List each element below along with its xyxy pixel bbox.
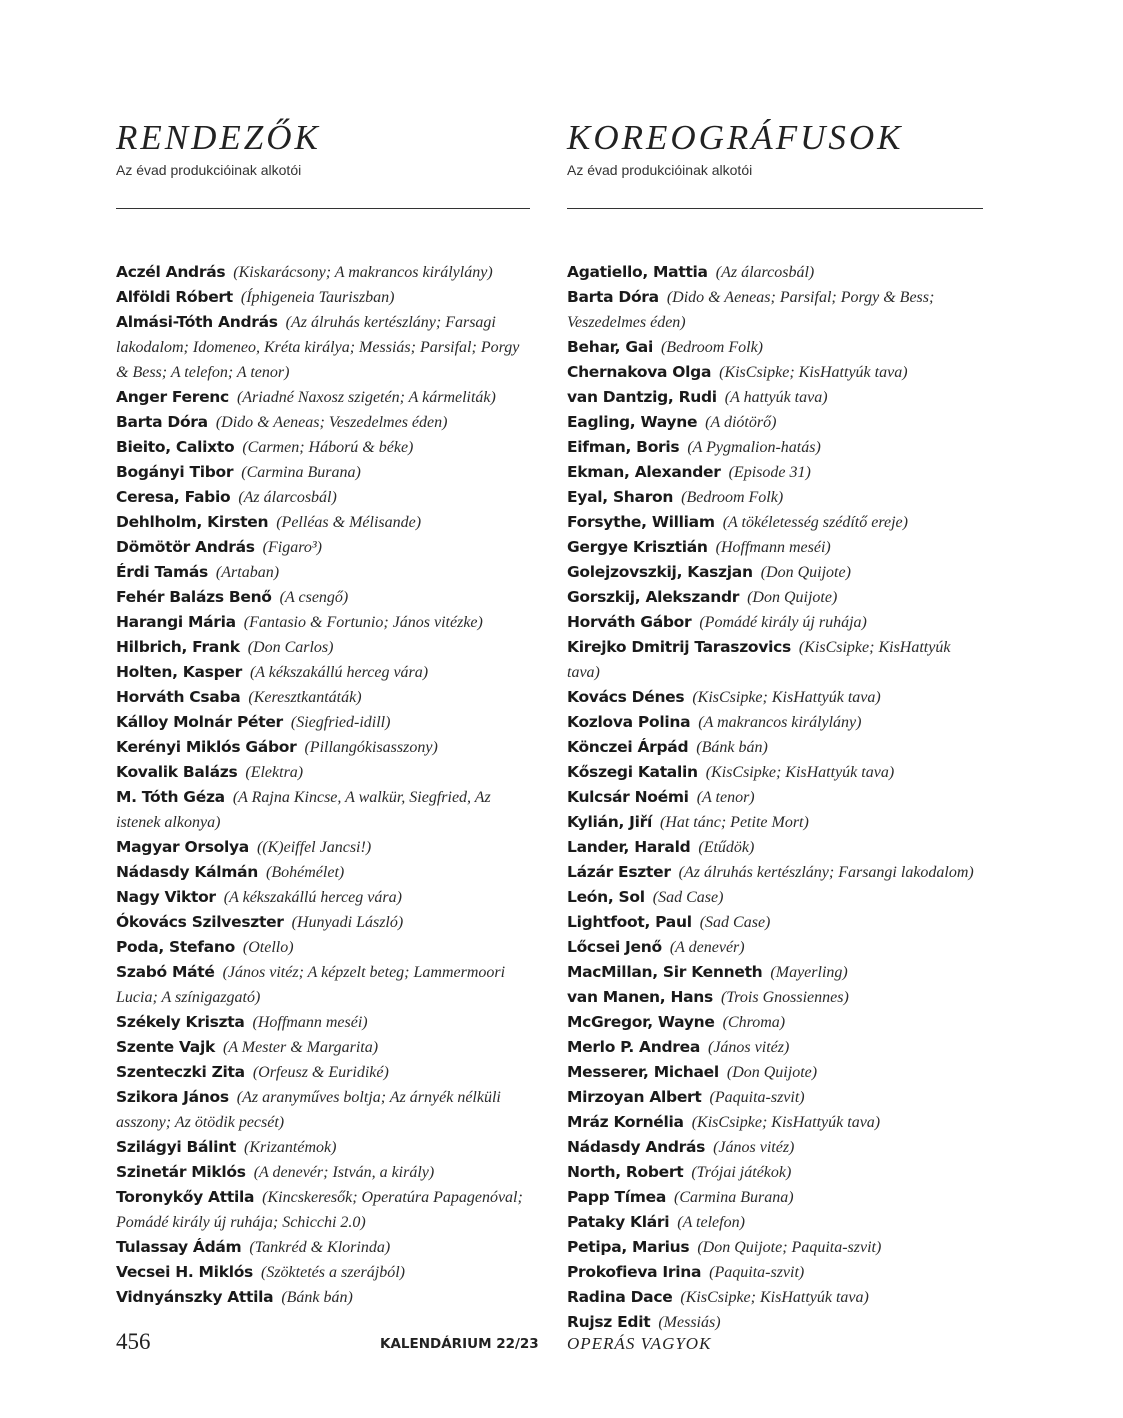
production-list: (Sad Case) [699,914,771,931]
production-list: (A telefon) [677,1214,745,1231]
list-item [116,1235,530,1260]
person-name: Holten, Kasper [116,663,242,681]
list-item [567,685,983,710]
person-name: Kylián, Jiří [567,813,652,831]
list-item [116,285,530,310]
production-list: (Pomádé király új ruhája) [699,614,867,631]
list-item [567,710,983,735]
production-list: (A kékszakállú herceg vára) [223,889,402,906]
list-item [567,760,983,785]
list-item [567,510,983,535]
person-name: van Manen, Hans [567,988,713,1006]
production-list: (Otello) [242,939,294,956]
list-item [116,385,530,410]
list-item [116,785,530,835]
list-item [567,635,983,685]
person-name: Mirzoyan Albert [567,1088,702,1106]
production-list: (Pelléas & Mélisande) [276,514,422,531]
person-name: Ceresa, Fabio [116,488,231,506]
production-list: (János vitéz; A képzelt beteg; Lammermoori Lucia; A színigazgató) [116,964,506,1006]
production-list: (Bohémélet) [266,864,345,881]
person-name: Érdi Tamás [116,563,208,581]
list-item [567,910,983,935]
choreographers-column [567,118,983,1335]
list-item [116,510,530,535]
list-item [567,535,983,560]
production-list: (Az álruhás kertészlány; Farsagi lakodalom; Idomeneo, Kréta királya; Messiás; Parsifal; Porgy & Bess; A telefon; A tenor) [116,314,520,381]
production-list: (Keresztkantáták) [248,689,362,706]
list-item [567,1110,983,1135]
person-name: Szikora János [116,1088,229,1106]
list-item [567,560,983,585]
production-list: (Etűdök) [698,839,755,856]
list-item [116,1010,530,1035]
person-name: Lőcsei Jenő [567,938,662,956]
list-item [116,1135,530,1160]
production-list: (KisCsipke; KisHattyúk tava) [680,1289,869,1306]
person-name: Kozlova Polina [567,713,691,731]
list-item [567,410,983,435]
production-list: (Bedroom Folk) [660,339,764,356]
list-item [116,935,530,960]
list-item [116,710,530,735]
person-name: Gergye Krisztián [567,538,708,556]
person-name: Könczei Árpád [567,738,689,756]
list-item [567,1260,983,1285]
directors-column [116,118,530,1310]
person-name: Nagy Viktor [116,888,216,906]
person-name: Chernakova Olga [567,363,712,381]
production-list: (Messiás) [658,1314,721,1331]
production-list: (Kiskarácsony; A makrancos királylány) [233,264,493,281]
production-list: (Az álarcosbál) [715,264,815,281]
list-item [567,435,983,460]
production-list: (János vitéz) [713,1139,795,1156]
person-name: Eyal, Sharon [567,488,674,506]
production-list: (Hoffmann meséi) [715,539,831,556]
person-name: MacMillan, Sir Kenneth [567,963,763,981]
production-list: (Trójai játékok) [691,1164,792,1181]
section-title: OPERÁS VAGYOK [567,1334,712,1353]
list-item [116,1035,530,1060]
list-item [116,960,530,1010]
production-list: (Kincskeresők; Operatúra Papagenóval; Pomádé király új ruhája; Schicchi 2.0) [116,1189,523,1231]
person-name: Alföldi Róbert [116,288,233,306]
list-item [567,385,983,410]
list-item [116,435,530,460]
production-list: (Episode 31) [728,464,811,481]
choreographers-divider [567,208,983,209]
production-list: (Trois Gnossiennes) [720,989,849,1006]
list-item [567,610,983,635]
list-item [567,1010,983,1035]
person-name: Harangi Mária [116,613,236,631]
production-list: (Chroma) [722,1014,786,1031]
list-item [116,610,530,635]
production-list: (Bánk bán) [281,1289,353,1306]
person-name: M. Tóth Géza [116,788,225,806]
list-item [116,885,530,910]
person-name: Pataky Klári [567,1213,670,1231]
person-name: Gorszkij, Alekszandr [567,588,740,606]
list-item [116,560,530,585]
list-item [116,1160,530,1185]
person-name: Bogányi Tibor [116,463,234,481]
directors-heading: RENDEZŐK [116,118,321,157]
list-item [567,935,983,960]
production-list: (Don Quijote; Paquita-szvit) [697,1239,882,1256]
production-list: (Bedroom Folk) [681,489,784,506]
production-list: (Siegfried-idill) [290,714,391,731]
list-item [116,910,530,935]
list-item [567,260,983,285]
person-name: Barta Dóra [567,288,659,306]
person-name: Papp Tímea [567,1188,666,1206]
list-item [567,835,983,860]
person-name: Barta Dóra [116,413,208,431]
list-item [567,985,983,1010]
production-list: (Orfeusz & Euridiké) [252,1064,389,1081]
list-item [567,785,983,810]
list-item [116,660,530,685]
production-list: (Pillangókisasszony) [304,739,438,756]
list-item [116,760,530,785]
person-name: Rujsz Edit [567,1313,651,1331]
person-name: van Dantzig, Rudi [567,388,717,406]
person-name: North, Robert [567,1163,684,1181]
list-item [567,1160,983,1185]
production-list: (Krizantémok) [244,1139,337,1156]
production-list: (A Mester & Margarita) [222,1039,379,1056]
production-list: (Az álruhás kertészlány; Farsangi lakodalom) [678,864,974,881]
list-item [567,810,983,835]
list-item [567,1285,983,1310]
production-list: (Carmina Burana) [241,464,361,481]
list-item [116,460,530,485]
person-name: Forsythe, William [567,513,715,531]
list-item [116,1060,530,1085]
production-list: (Tankréd & Klorinda) [249,1239,391,1256]
production-list: (Szöktetés a szerájból) [261,1264,405,1281]
person-name: Bieito, Calixto [116,438,235,456]
list-item [567,860,983,885]
list-item [116,485,530,510]
list-item [567,485,983,510]
person-name: Kulcsár Noémi [567,788,689,806]
production-list: (A diótörő) [705,414,777,431]
list-item [116,410,530,435]
person-name: Szilágyi Bálint [116,1138,237,1156]
list-item [567,1035,983,1060]
production-list: (Hunyadi László) [291,914,404,931]
person-name: Petipa, Marius [567,1238,690,1256]
production-list: (A makrancos királylány) [698,714,862,731]
list-item [567,1235,983,1260]
list-item [567,285,983,335]
production-list: (Dido & Aeneas; Parsifal; Porgy & Bess; Veszedelmes éden) [567,289,935,331]
production-list: (Az aranyműves boltja; Az árnyék nélküli asszony; Az ötödik pecsét) [116,1089,501,1131]
person-name: Eifman, Boris [567,438,680,456]
production-list: (Bánk bán) [696,739,768,756]
person-name: Szenteczki Zita [116,1063,245,1081]
production-list: (A Pygmalion-hatás) [687,439,821,456]
production-list: (Don Quijote) [747,589,838,606]
production-list: (Elektra) [245,764,304,781]
person-name: Kerényi Miklós Gábor [116,738,297,756]
person-name: Messerer, Michael [567,1063,719,1081]
production-list: (KisCsipke; KisHattyúk tava) [719,364,908,381]
production-list: (A denevér) [669,939,745,956]
person-name: Szinetár Miklós [116,1163,246,1181]
person-name: Almási-Tóth András [116,313,278,331]
production-list: (Paquita-szvit) [709,1264,805,1281]
person-name: Prokofieva Irina [567,1263,702,1281]
production-list: (Paquita-szvit) [709,1089,805,1106]
production-list: (A tökéletesség szédítő ereje) [722,514,908,531]
list-item [567,960,983,985]
person-name: León, Sol [567,888,645,906]
list-item [567,335,983,360]
person-name: Magyar Orsolya [116,838,249,856]
list-item [116,1085,530,1135]
person-name: Ókovács Szilveszter [116,913,284,931]
person-name: Nádasdy András [567,1138,706,1156]
person-name: Anger Ferenc [116,388,229,406]
production-list: (KisCsipke; KisHattyúk tava) [705,764,895,781]
production-list: (János vitéz) [707,1039,790,1056]
list-item [567,1085,983,1110]
list-item [567,1310,983,1335]
person-name: Horváth Csaba [116,688,241,706]
person-name: Fehér Balázs Benő [116,588,272,606]
production-list: (Dido & Aeneas; Veszedelmes éden) [215,414,448,431]
list-item [116,310,530,385]
person-name: Dehlholm, Kirsten [116,513,269,531]
production-list: (KisCsipke; KisHattyúk tava) [691,1114,881,1131]
list-item [116,260,530,285]
person-name: Lightfoot, Paul [567,913,692,931]
person-name: Vidnyánszky Attila [116,1288,274,1306]
person-name: Kálloy Molnár Péter [116,713,283,731]
person-name: Merlo P. Andrea [567,1038,700,1056]
person-name: Kovács Dénes [567,688,685,706]
person-name: Vecsei H. Miklós [116,1263,253,1281]
list-item [116,1285,530,1310]
list-item [116,535,530,560]
production-list: (A tenor) [696,789,755,806]
production-list: (Mayerling) [770,964,848,981]
directors-subheading: Az évad produkcióinak alkotói [116,162,302,178]
production-list: ((K)eiffel Jancsi!) [256,839,372,856]
page-number: 456 [116,1329,151,1354]
list-item [116,1185,530,1235]
production-list: (Ariadné Naxosz szigetén; A kármeliták) [236,389,496,406]
production-list: (Don Carlos) [247,639,334,656]
person-name: Nádasdy Kálmán [116,863,259,881]
list-item [116,1260,530,1285]
list-item [567,885,983,910]
publication-title: KALENDÁRIUM 22/23 [380,1336,539,1352]
person-name: Kovalik Balázs [116,763,238,781]
choreographers-list [567,260,983,1335]
person-name: Szente Vajk [116,1038,215,1056]
person-name: Agatiello, Mattia [567,263,708,281]
production-list: (Figaro³) [262,539,322,556]
production-list: (Don Quijote) [760,564,851,581]
person-name: Kőszegi Katalin [567,763,698,781]
list-item [567,460,983,485]
production-list: (A kékszakállú herceg vára) [249,664,429,681]
list-item [116,835,530,860]
person-name: Toronykőy Attila [116,1188,255,1206]
list-item [116,685,530,710]
choreographers-subheading: Az évad produkcióinak alkotói [567,162,753,178]
person-name: Kirejko Dmitrij Taraszovics [567,638,791,656]
person-name: Székely Kriszta [116,1013,245,1031]
person-name: Lander, Harald [567,838,691,856]
production-list: (Carmen; Háború & béke) [242,439,414,456]
production-list: (Hoffmann meséi) [252,1014,368,1031]
list-item [567,1185,983,1210]
list-item [567,735,983,760]
person-name: Behar, Gai [567,338,653,356]
list-item [116,860,530,885]
production-list: (Don Quijote) [726,1064,818,1081]
list-item [567,1060,983,1085]
person-name: Poda, Stefano [116,938,235,956]
production-list: (A denevér; István, a király) [253,1164,435,1181]
list-item [116,585,530,610]
person-name: Eagling, Wayne [567,413,698,431]
directors-divider [116,208,530,209]
production-list: (Íphigeneia Tauriszban) [240,289,395,306]
list-item [567,1210,983,1235]
production-list: (Az álarcosbál) [238,489,337,506]
production-list: (Carmina Burana) [674,1189,794,1206]
person-name: Hilbrich, Frank [116,638,240,656]
production-list: (Fantasio & Fortunio; János vitézke) [243,614,483,631]
person-name: Ekman, Alexander [567,463,721,481]
person-name: Tulassay Ádám [116,1238,242,1256]
list-item [567,585,983,610]
production-list: (A hattyúk tava) [724,389,828,406]
person-name: Radina Dace [567,1288,673,1306]
person-name: Aczél András [116,263,226,281]
list-item [567,1135,983,1160]
production-list: (Artaban) [215,564,280,581]
production-list: (A csengő) [279,589,349,606]
production-list: (A Rajna Kincse, A walkür, Siegfried, Az istenek alkonya) [116,789,491,831]
list-item [567,360,983,385]
person-name: Dömötör András [116,538,255,556]
person-name: McGregor, Wayne [567,1013,715,1031]
person-name: Horváth Gábor [567,613,692,631]
production-list: (Hat tánc; Petite Mort) [659,814,809,831]
choreographers-heading: KOREOGRÁFUSOK [567,118,904,157]
person-name: Mráz Kornélia [567,1113,684,1131]
list-item [116,635,530,660]
person-name: Golejzovszkij, Kaszjan [567,563,753,581]
list-item [116,735,530,760]
person-name: Szabó Máté [116,963,215,981]
production-list: (KisCsipke; KisHattyúk tava) [692,689,881,706]
production-list: (KisCsipke; KisHattyúk tava) [567,639,951,681]
person-name: Lázár Eszter [567,863,671,881]
production-list: (Sad Case) [652,889,724,906]
directors-list [116,260,530,1310]
